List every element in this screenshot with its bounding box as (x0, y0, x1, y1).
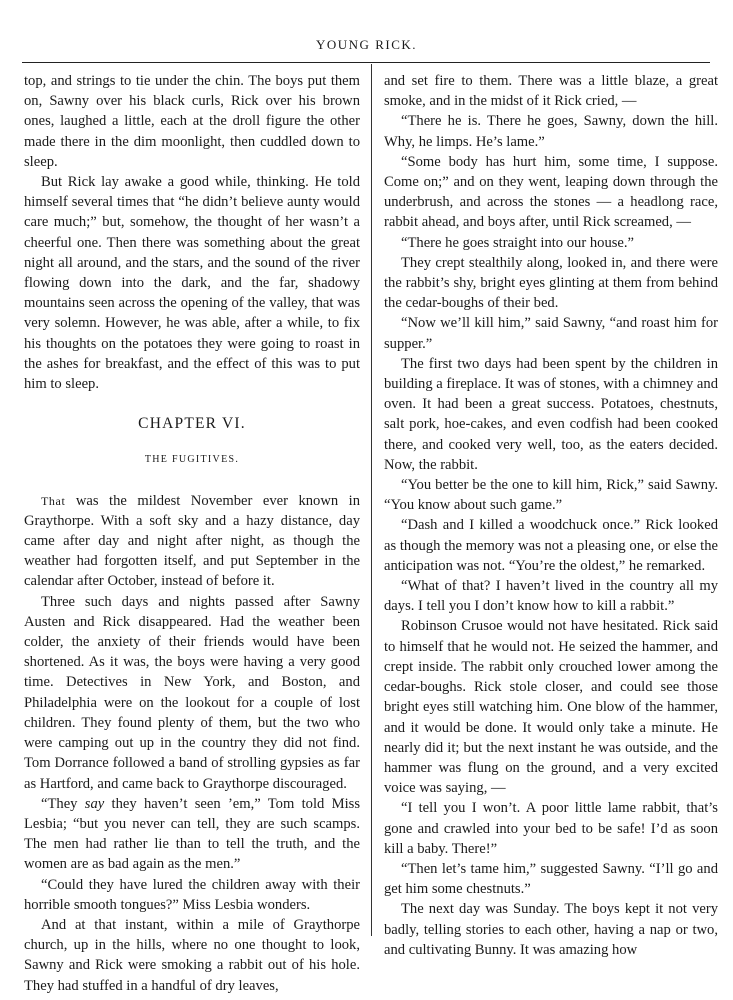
paragraph: “Now we’ll kill him,” said Sawny, “and roast him for supper.” (384, 315, 718, 352)
paragraph: “I tell you I won’t. A poor little lame rabbit, that’s gone and crawled into your bed to be safe! I’d as soon kill a baby. There!” (384, 800, 718, 857)
small-caps-opening: That (41, 493, 66, 508)
paragraph: But Rick lay awake a good while, thinking. He told himself several times that “he didn’t believe aunty would care much;” but, somehow, the thought of her wasn’t a cheerful one. Then there was something about the great night all around, and the stars, and the sound of the river flowing down into the dark, and the far, shadowy mountains seen across the opening of the valley, that was very solemn. However, he was able, after a while, to fix his thoughts on the potatoes they were going to roast in the ashes for breakfast, and the effect of this was to put him to sleep. (24, 174, 360, 393)
paragraph: “Then let’s tame him,” suggested Sawny. “I’ll go and get him some chestnuts.” (384, 860, 718, 898)
paragraph-text: was the mildest November ever known in Graythorpe. With a soft sky and a hazy distance, day came after day and night after night, as though the weather had forgotten itself, and put September in the calendar after October, instead of before it. (24, 492, 360, 590)
paragraph: “Some body has hurt him, some time, I suppose. Come on;” and on they went, leaping down through the underbrush, and across the stones — a headlong race, rabbit ahead, and boys after, until Rick screamed, — (384, 153, 718, 231)
paragraph (24, 491, 360, 592)
emphasized-word: say (84, 795, 105, 812)
paragraph-text: they haven’t seen ’em,” Tom told Miss Lesbia; “but you never can tell, they are such scamps. The men had rather lie than to tell the truth, and the women are as bad again as the men.” (24, 795, 360, 873)
paragraph: “Dash and I killed a woodchuck once.” Rick looked as though the memory was not a pleasing one, or else the anticipation was not. “You’re the oldest,” he remarked. (384, 517, 718, 574)
paragraph: “There he is. There he goes, Sawny, down the hill. Why, he limps. He’s lame.” (384, 113, 718, 150)
paragraph: And at that instant, within a mile of Graythorpe church, up in the hills, where no one thought to look, Sawny and Rick were smoking a rabbit out of his hole. They had stuffed in a handful of dry leaves, (24, 916, 360, 994)
running-head: YOUNG RICK. (316, 37, 417, 52)
header-rule (22, 62, 710, 63)
chapter-subheading: THE FUGITIVES. (144, 454, 240, 466)
paragraph: Robinson Crusoe would not have hesitated. Rick said to himself that he would not. He seized the hammer, and crept inside. The rabbit only crouched lower among the cedar-boughs. Rick stole closer, and could see those bright eyes still watching him. One blow of the hammer, and it would be done. It would only take a minute. He nearly did it; but the next instant he was outside, and the hammer was flung on the ground, and a very excited voice was saying, — (384, 618, 718, 797)
paragraph: The next day was Sunday. The boys kept it not very badly, telling stories to each other, having a nap or two, and cultivating Bunny. It was amazing how (384, 901, 718, 958)
paragraph: “There he goes straight into our house.” (401, 234, 635, 251)
paragraph: Three such days and nights passed after Sawny Austen and Rick disappeared. Had the weather been colder, the anxiety of their friends would have been shortened. As it was, the boys were having a very good time. Detectives in New York, and Boston, and Philadelphia were on the lookout for a couple of lost children. They found plenty of them, but the two who were camping out up in the country they did not find. Tom Dorrance followed a band of strolling gypsies as far as Hartford, and came back to Graythorpe discouraged. (24, 593, 360, 792)
left-column (24, 71, 360, 996)
right-column (384, 71, 718, 960)
paragraph: “You better be the one to kill him, Rick,” said Sawny. “You know about such game.” (384, 477, 718, 514)
paragraph: They crept stealthily along, looked in, and there were the rabbit’s shy, bright eyes glinting at them from behind the cedar-boughs of their bed. (384, 254, 718, 312)
paragraph: and set fire to them. There was a little blaze, a great smoke, and in the midst of it Rick cried, — (384, 73, 718, 110)
paragraph: The first two days had been spent by the children in building a fireplace. It was of stones, with a chimney and oven. It had been a great success. Potatoes, chestnuts, salt pork, hoe-cakes, and even codfish had been cooked there, and cooked very well, too, as the eaters decided. Now, the rabbit. (384, 355, 718, 473)
chapter-heading: CHAPTER VI. (138, 415, 246, 433)
paragraph: “What of that? I haven’t lived in the country all my days. I tell you I don’t know how to kill a rabbit.” (384, 578, 718, 615)
paragraph: top, and strings to tie under the chin. The boys put them on, Sawny over his black curls, Rick over his brown ones, laughed a little, each at the droll figure the other made there in the dim moonlight, then cuddled down to sleep. (24, 73, 360, 170)
paragraph-text: “They (41, 795, 85, 812)
column-divider (371, 64, 372, 936)
paragraph (24, 794, 360, 875)
paragraph: “Could they have lured the children away with their horrible smooth tongues?” Miss Lesbia wonders. (24, 876, 360, 913)
